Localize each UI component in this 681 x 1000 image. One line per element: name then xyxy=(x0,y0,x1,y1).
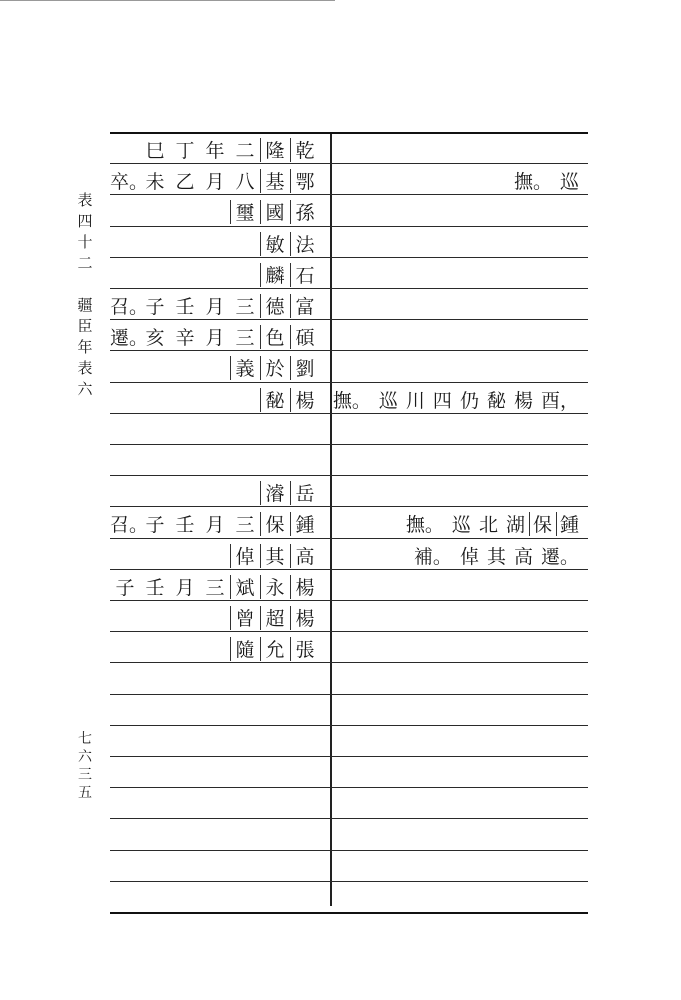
appointment-note xyxy=(338,290,583,321)
record-char: 壬 xyxy=(175,514,195,536)
official-entry xyxy=(110,415,320,446)
side-char: 疆 xyxy=(77,296,93,314)
name-char: 劉 xyxy=(290,354,320,381)
record-char: 年 xyxy=(205,140,225,162)
official-entry xyxy=(110,602,320,633)
side-char: 五 xyxy=(78,785,92,801)
official-entry xyxy=(110,228,320,259)
name-char: 保 xyxy=(260,510,290,537)
table-row xyxy=(110,477,588,508)
record-char: 召。 xyxy=(110,514,149,536)
name-char: 麟 xyxy=(260,261,290,288)
record-char: 子 xyxy=(145,296,165,318)
record-char: 二 xyxy=(235,140,255,162)
record-char: 召。 xyxy=(110,296,149,318)
appointment-note xyxy=(338,165,583,196)
record-char: 遷。 xyxy=(110,327,149,349)
table-row xyxy=(110,321,588,352)
appointment-note xyxy=(338,415,583,446)
side-label-table-number xyxy=(72,190,98,274)
name-char: 永 xyxy=(260,573,290,600)
official-entry xyxy=(110,290,320,321)
scan-edge-line xyxy=(0,0,335,1)
name-char: 義 xyxy=(230,354,260,381)
record-char: 辛 xyxy=(175,327,195,349)
row-rule xyxy=(110,850,588,851)
name-char: 國 xyxy=(260,198,290,225)
name-char: 鄂 xyxy=(290,167,320,194)
table-row xyxy=(110,259,588,290)
appointment-note xyxy=(338,571,583,602)
side-char: 年 xyxy=(77,338,93,356)
official-entry xyxy=(110,196,320,227)
table-row xyxy=(110,228,588,259)
record-char: 未 xyxy=(145,171,165,193)
table-row xyxy=(110,540,588,571)
name-char: 楊 xyxy=(290,573,320,600)
record-char: 三 xyxy=(235,296,255,318)
appointment-note xyxy=(338,352,583,383)
side-char: 十 xyxy=(77,233,93,251)
record-char: 川 xyxy=(405,390,425,412)
appointment-note xyxy=(338,602,583,633)
table-row xyxy=(110,134,588,165)
table-row xyxy=(110,290,588,321)
record-char: 其 xyxy=(486,546,506,568)
record-char: 巡 xyxy=(559,171,579,193)
record-char: 八 xyxy=(235,171,255,193)
record-char: 三 xyxy=(235,327,255,349)
record-char: 三 xyxy=(235,514,255,536)
row-rule xyxy=(110,725,588,726)
record-char: 遷。 xyxy=(540,546,579,568)
table-row xyxy=(110,571,588,602)
official-entry xyxy=(110,259,320,290)
side-page-number xyxy=(72,730,98,802)
name-char: 敏 xyxy=(260,230,290,257)
name-char: 曾 xyxy=(230,604,260,631)
table-row xyxy=(110,352,588,383)
appointment-note xyxy=(338,446,583,477)
record-char: 北 xyxy=(478,514,498,536)
appointment-note xyxy=(338,633,583,664)
appointment-note xyxy=(338,540,583,571)
record-char: 乙 xyxy=(175,171,195,193)
name-char: 鍾 xyxy=(290,510,320,537)
appointment-note xyxy=(332,384,583,415)
record-char: 子 xyxy=(145,514,165,536)
name-char: 色 xyxy=(260,323,290,350)
official-entry xyxy=(110,446,320,477)
record-char: 撫。 xyxy=(513,171,552,193)
name-char: 其 xyxy=(260,542,290,569)
record-char: 仍 xyxy=(459,390,479,412)
table-row xyxy=(110,384,588,415)
record-char: 湖 xyxy=(505,514,525,536)
record-char: 巡 xyxy=(378,390,398,412)
name-char: 斌 xyxy=(230,573,260,600)
record-char: 月 xyxy=(205,327,225,349)
official-table xyxy=(110,132,588,914)
name-char: 張 xyxy=(290,635,320,662)
name-char: 璽 xyxy=(230,198,260,225)
record-char: 倬 xyxy=(459,546,479,568)
row-rule xyxy=(110,787,588,788)
side-char: 表 xyxy=(77,359,93,377)
record-char: 壬 xyxy=(145,577,165,599)
official-entry xyxy=(110,384,320,415)
record-char: 丁 xyxy=(175,140,195,162)
side-char: 表 xyxy=(77,191,93,209)
official-entry xyxy=(110,508,320,539)
name-char: 楊 xyxy=(290,604,320,631)
record-char: 巡 xyxy=(451,514,471,536)
record-char: 楊 xyxy=(513,390,533,412)
name-char: 倬 xyxy=(230,542,260,569)
table-row xyxy=(110,165,588,196)
name-char: 碩 xyxy=(290,323,320,350)
name-char: 富 xyxy=(290,292,320,319)
name-char: 隆 xyxy=(260,136,290,163)
table-row xyxy=(110,196,588,227)
name-char: 楊 xyxy=(290,386,320,413)
name-char: 於 xyxy=(260,354,290,381)
side-char: 七 xyxy=(78,731,92,747)
row-rule xyxy=(110,756,588,757)
table-row xyxy=(110,415,588,446)
official-entry xyxy=(110,571,320,602)
appointment-note xyxy=(338,508,583,539)
table-row xyxy=(110,446,588,477)
appointment-note xyxy=(338,134,583,165)
side-char: 六 xyxy=(78,749,92,765)
record-char: 馝 xyxy=(486,390,506,412)
side-char: 三 xyxy=(78,767,92,783)
record-char: 月 xyxy=(205,514,225,536)
side-char: 六 xyxy=(77,380,93,398)
record-char: 月 xyxy=(205,296,225,318)
name-char: 孫 xyxy=(290,198,320,225)
table-row xyxy=(110,633,588,664)
record-char: 三 xyxy=(205,577,225,599)
record-char: 月 xyxy=(205,171,225,193)
name-char: 鍾 xyxy=(556,510,583,537)
name-char: 德 xyxy=(260,292,290,319)
row-rule xyxy=(110,881,588,882)
name-char: 隨 xyxy=(230,635,260,662)
name-char: 允 xyxy=(260,635,290,662)
record-char: 子 xyxy=(115,577,135,599)
side-char: 二 xyxy=(77,254,93,272)
name-char: 基 xyxy=(260,167,290,194)
name-char: 高 xyxy=(290,542,320,569)
official-entry xyxy=(110,321,320,352)
name-char: 超 xyxy=(260,604,290,631)
official-entry xyxy=(110,134,320,165)
record-char: 壬 xyxy=(175,296,195,318)
name-char: 法 xyxy=(290,230,320,257)
row-rule xyxy=(110,694,588,695)
record-char: 撫。 xyxy=(332,390,371,412)
record-char: 巳 xyxy=(145,140,165,162)
record-char: 亥 xyxy=(145,327,165,349)
name-char: 濬 xyxy=(260,479,290,506)
table-bottom-rule xyxy=(110,912,588,914)
record-char: 補。 xyxy=(413,546,452,568)
name-char: 岳 xyxy=(290,479,320,506)
name-char: 乾 xyxy=(290,136,320,163)
record-char: 撫。 xyxy=(405,514,444,536)
record-char: 高 xyxy=(513,546,533,568)
appointment-note xyxy=(338,259,583,290)
row-rule xyxy=(110,818,588,819)
appointment-note xyxy=(338,196,583,227)
name-char: 保 xyxy=(529,510,556,537)
record-char: 月 xyxy=(175,577,195,599)
table-row xyxy=(110,508,588,539)
official-entry xyxy=(110,477,320,508)
side-char: 四 xyxy=(77,212,93,230)
name-char: 石 xyxy=(290,261,320,288)
table-row xyxy=(110,602,588,633)
appointment-note xyxy=(338,321,583,352)
record-char: 四 xyxy=(432,390,452,412)
appointment-note xyxy=(338,228,583,259)
official-entry xyxy=(110,540,320,571)
side-char: 臣 xyxy=(77,317,93,335)
official-entry xyxy=(110,352,320,383)
record-char: 酉， xyxy=(540,390,579,412)
appointment-note xyxy=(338,477,583,508)
official-entry xyxy=(110,165,320,196)
official-entry xyxy=(110,633,320,664)
side-label-table-title xyxy=(72,295,98,400)
name-char: 馝 xyxy=(260,386,290,413)
record-char: 卒。 xyxy=(110,171,149,193)
